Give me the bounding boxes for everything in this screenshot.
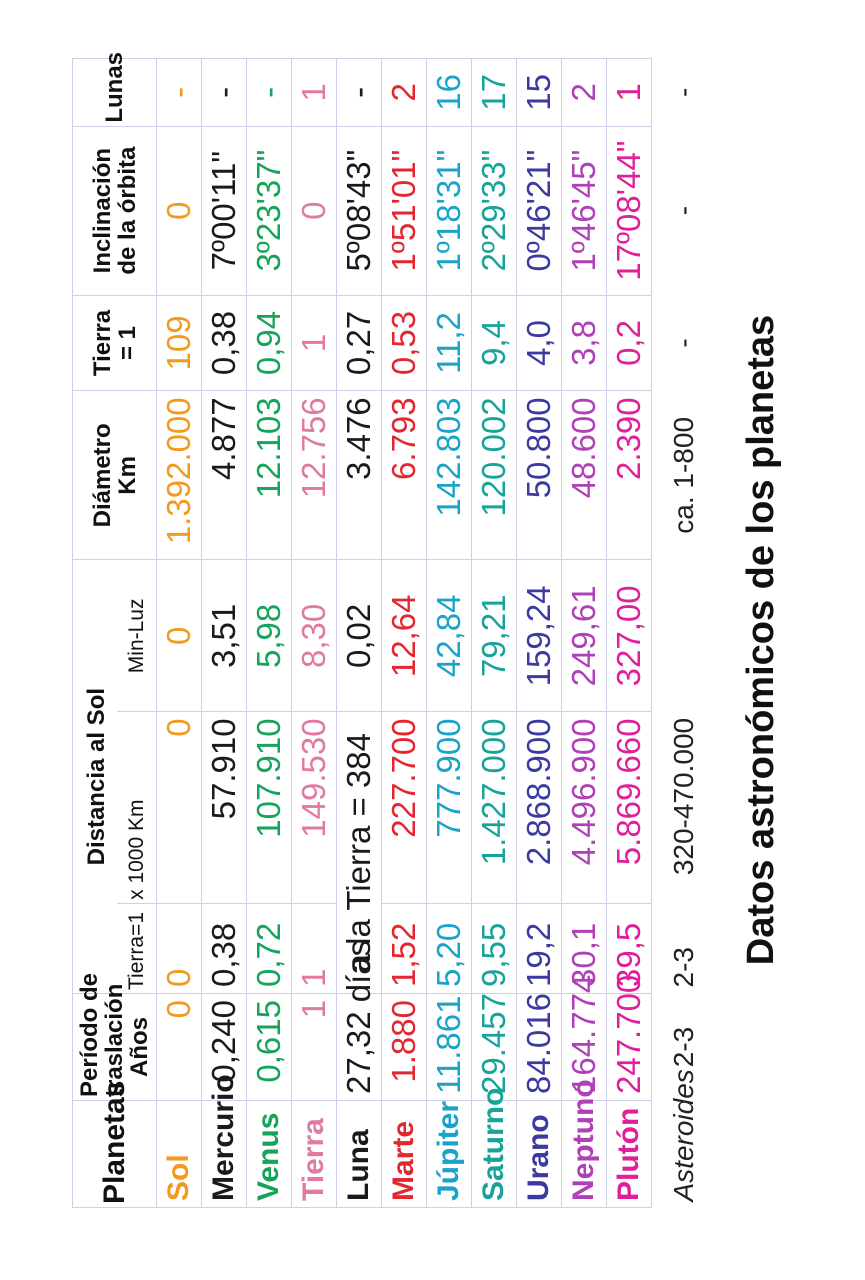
- table-row: [157, 59, 202, 1208]
- table-row: [382, 59, 427, 1208]
- periodo-cell: 164.774: [562, 994, 607, 1101]
- inclinacion-cell: 5º08'43": [337, 126, 382, 295]
- inclinacion-cell: 1º51'01": [382, 126, 427, 295]
- dist-km-cell: 149.530: [292, 712, 337, 904]
- dist-tierra-cell: 1: [292, 903, 337, 993]
- tierra-uno-cell: 0,94: [247, 295, 292, 391]
- table-row: [247, 59, 292, 1208]
- planet-name: Júpiter: [427, 1101, 472, 1208]
- table-row: [292, 59, 337, 1208]
- lunas-cell: 1: [607, 59, 652, 127]
- periodo-cell: 247.700: [607, 994, 652, 1101]
- tierra-uno-cell: 0,2: [607, 295, 652, 391]
- periodo-cell: 0,615: [247, 994, 292, 1101]
- table-row: [562, 59, 607, 1208]
- tierra-uno-cell: 1: [292, 295, 337, 391]
- tierra-uno-cell: 0,27: [337, 295, 382, 391]
- diametro-cell: 4.877: [202, 391, 247, 560]
- dist-minluz-cell: 5,98: [247, 560, 292, 712]
- dist-minluz-cell: 79,21: [472, 560, 517, 712]
- tierra-uno-cell: 4,0: [517, 295, 562, 391]
- inclinacion-cell: 2º29'33": [472, 126, 517, 295]
- table-row: [202, 59, 247, 1208]
- diametro-cell: 6.793: [382, 391, 427, 560]
- header-dist-km: x 1000 Km: [117, 712, 157, 904]
- planet-data-table: [72, 51, 716, 1208]
- dist-tierra-cell: 9,55: [472, 903, 517, 993]
- planet-name: Saturno: [472, 1101, 517, 1208]
- periodo-cell: 27,32 días: [337, 994, 382, 1101]
- lunas-cell: 17: [472, 59, 517, 127]
- planet-name: Urano: [517, 1101, 562, 1208]
- asteroides-inclinacion: -: [668, 205, 699, 216]
- asteroides-km: 320-470.000: [668, 717, 699, 876]
- inclinacion-cell: 0: [292, 126, 337, 295]
- planet-name: Sol: [157, 1101, 202, 1208]
- asteroides-diametro: ca. 1-800: [668, 416, 699, 534]
- dist-km-cell: 2.868.900: [517, 712, 562, 904]
- dist-km-cell: 1.427.000: [472, 712, 517, 904]
- header-inclinacion: Inclinación de la órbita: [73, 126, 157, 295]
- lunas-cell: -: [157, 59, 202, 127]
- asteroides-lunas: -: [668, 87, 699, 97]
- periodo-cell: 84.016: [517, 994, 562, 1101]
- header-dist-tierra: Tierra=1: [117, 903, 157, 993]
- periodo-cell: 0,240: [202, 994, 247, 1101]
- inclinacion-cell: 0º46'21": [517, 126, 562, 295]
- dist-km-cell: 0: [157, 712, 202, 904]
- dist-km-cell: 57.910: [202, 712, 247, 904]
- lunas-cell: -: [202, 59, 247, 127]
- asteroides-minluz: [652, 560, 717, 712]
- dist-tierra-cell: 0: [157, 903, 202, 993]
- planet-name: Plutón: [607, 1101, 652, 1208]
- dist-minluz-cell: 249,61: [562, 560, 607, 712]
- header-dist-minluz: Min-Luz: [117, 560, 157, 712]
- table-row: [472, 59, 517, 1208]
- lunas-cell: 15: [517, 59, 562, 127]
- tierra-uno-cell: 3,8: [562, 295, 607, 391]
- dist-minluz-cell: 0: [157, 560, 202, 712]
- periodo-cell: 1: [292, 994, 337, 1101]
- dist-tierra-cell: 0,72: [247, 903, 292, 993]
- periodo-cell: 29.457: [472, 994, 517, 1101]
- inclinacion-cell: 17º08'44": [607, 126, 652, 295]
- header-planetas: Planetas: [73, 1101, 157, 1208]
- header-lunas: Lunas: [73, 59, 157, 127]
- diametro-cell: 12.103: [247, 391, 292, 560]
- planet-name: Venus: [247, 1101, 292, 1208]
- periodo-cell: 0: [157, 994, 202, 1101]
- diametro-cell: 50.800: [517, 391, 562, 560]
- tierra-uno-cell: 0,53: [382, 295, 427, 391]
- dist-tierra-cell: 39,5: [607, 903, 652, 993]
- asteroides-periodo: 2-3: [668, 1026, 699, 1068]
- inclinacion-cell: 1º46'45": [562, 126, 607, 295]
- lunas-cell: 2: [382, 59, 427, 127]
- planet-name: Luna: [337, 1101, 382, 1208]
- dist-km-cell: 5.869.660: [607, 712, 652, 904]
- table-row: [427, 59, 472, 1208]
- diametro-cell: 120.002: [472, 391, 517, 560]
- diametro-cell: 1.392.000: [157, 391, 202, 560]
- planet-name: Tierra: [292, 1101, 337, 1208]
- dist-tierra-cell: 1,52: [382, 903, 427, 993]
- diametro-cell: 48.600: [562, 391, 607, 560]
- header-periodo: Período de traslación Años: [73, 994, 157, 1101]
- dist-tierra-cell: 0,38: [202, 903, 247, 993]
- lunas-cell: -: [337, 59, 382, 127]
- header-diametro: Diámetro Km: [73, 391, 157, 560]
- dist-minluz-cell: 327,00: [607, 560, 652, 712]
- dist-km-cell: 4.496.900: [562, 712, 607, 904]
- asteroides-name: Asteroides: [668, 1069, 699, 1202]
- diametro-cell: 2.390: [607, 391, 652, 560]
- lunas-cell: 16: [427, 59, 472, 127]
- lunas-cell: 2: [562, 59, 607, 127]
- dist-minluz-cell: 0,02: [337, 560, 382, 712]
- header-tierra-uno: Tierra = 1: [73, 295, 157, 391]
- planet-name: Mercurio: [202, 1101, 247, 1208]
- inclinacion-cell: 1º18'31": [427, 126, 472, 295]
- asteroides-row: [652, 59, 717, 1208]
- asteroides-tierra-uno: -: [668, 338, 699, 348]
- header-distancia: Distancia al Sol: [73, 560, 117, 994]
- dist-minluz-cell: 3,51: [202, 560, 247, 712]
- planet-name: Neptuno: [562, 1101, 607, 1208]
- dist-tierra-cell: 30,1: [562, 903, 607, 993]
- tierra-uno-cell: 109: [157, 295, 202, 391]
- page-title: Datos astronómicos de los planetas: [740, 314, 782, 966]
- table-row: [517, 59, 562, 1208]
- periodo-cell: 11.861: [427, 994, 472, 1101]
- dist-minluz-cell: 12,64: [382, 560, 427, 712]
- periodo-cell: 1.880: [382, 994, 427, 1101]
- inclinacion-cell: 0: [157, 126, 202, 295]
- dist-tierra-cell: 5,20: [427, 903, 472, 993]
- table-row: [607, 59, 652, 1208]
- inclinacion-cell: 3º23'37": [247, 126, 292, 295]
- dist-km-cell: 777.900: [427, 712, 472, 904]
- tierra-uno-cell: 0,38: [202, 295, 247, 391]
- diametro-cell: 3.476: [337, 391, 382, 560]
- tierra-uno-cell: 11,2: [427, 295, 472, 391]
- inclinacion-cell: 7º00'11": [202, 126, 247, 295]
- table-row: [337, 59, 382, 1208]
- lunas-cell: -: [247, 59, 292, 127]
- diametro-cell: 142.803: [427, 391, 472, 560]
- dist-minluz-cell: 159,24: [517, 560, 562, 712]
- planet-name: Marte: [382, 1101, 427, 1208]
- dist-minluz-cell: 42,84: [427, 560, 472, 712]
- luna-distance-cell: a la Tierra = 384: [337, 712, 382, 994]
- diametro-cell: 12.756: [292, 391, 337, 560]
- tierra-uno-cell: 9,4: [472, 295, 517, 391]
- asteroides-tierra: 2-3: [668, 947, 699, 988]
- lunas-cell: 1: [292, 59, 337, 127]
- table-body: [157, 59, 717, 1208]
- dist-km-cell: 107.910: [247, 712, 292, 904]
- dist-km-cell: 227.700: [382, 712, 427, 904]
- dist-tierra-cell: 19,2: [517, 903, 562, 993]
- dist-minluz-cell: 8,30: [292, 560, 337, 712]
